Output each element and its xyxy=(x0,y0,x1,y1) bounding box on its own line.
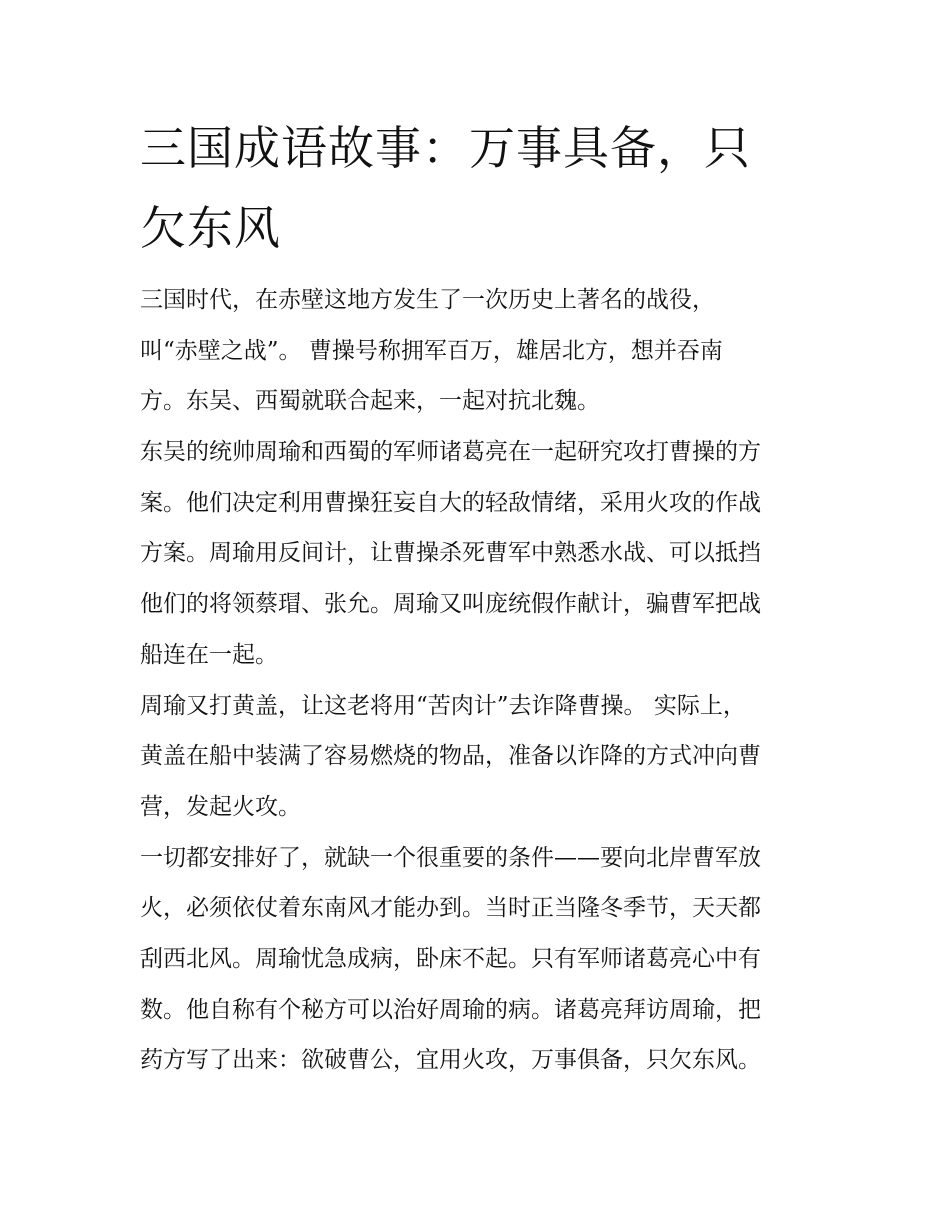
text-line: 火，必须依仗着东南风才能办到。当时正当隆冬季节，天天都 xyxy=(140,895,761,922)
paragraph-4 xyxy=(140,833,820,1086)
document-body xyxy=(140,275,820,1086)
text-line: 三国时代，在赤壁这地方发生了一次历史上著名的战役， xyxy=(140,287,715,313)
title-line: 三国成语故事：万事具备，只 xyxy=(140,121,751,175)
paragraph-2 xyxy=(140,427,820,680)
text-line: 营，发起火攻。 xyxy=(140,793,301,820)
title-line: 欠东风 xyxy=(140,201,281,255)
document-title xyxy=(140,108,820,268)
text-line: 方案。周瑜用反间计，让曹操杀死曹军中熟悉水战、可以抵挡 xyxy=(140,540,761,567)
text-line: 方。东吴、西蜀就联合起来，一起对抗北魏。 xyxy=(140,388,600,415)
text-line: 他们的将领蔡瑁、张允。周瑜又叫庞统假作献计，骗曹军把战 xyxy=(140,591,761,618)
paragraph-1 xyxy=(140,275,820,427)
text-line: 药方写了出来：欲破曹公，宜用火攻，万事俱备，只欠东风。 xyxy=(140,1047,761,1074)
text-line: 周瑜又打黄盖，让这老将用“苦肉计”去诈降曹操。 实际上， xyxy=(140,692,746,719)
text-line: 叫“赤壁之战”。 曹操号称拥军百万，雄居北方，想并吞南 xyxy=(140,337,723,364)
text-line: 黄盖在船中装满了容易燃烧的物品，准备以诈降的方式冲向曹 xyxy=(140,743,761,770)
text-line: 数。他自称有个秘方可以治好周瑜的病。诸葛亮拜访周瑜，把 xyxy=(140,996,761,1023)
paragraph-3 xyxy=(140,681,820,833)
text-line: 一切都安排好了，就缺一个很重要的条件——要向北岸曹军放 xyxy=(140,844,761,871)
text-line: 船连在一起。 xyxy=(140,641,278,668)
text-line: 刮西北风。周瑜忧急成病，卧床不起。只有军师诸葛亮心中有 xyxy=(140,945,761,972)
text-line: 案。他们决定利用曹操狂妄自大的轻敌情绪，采用火攻的作战 xyxy=(140,489,761,516)
text-line: 东吴的统帅周瑜和西蜀的军师诸葛亮在一起研究攻打曹操的方 xyxy=(140,439,761,466)
